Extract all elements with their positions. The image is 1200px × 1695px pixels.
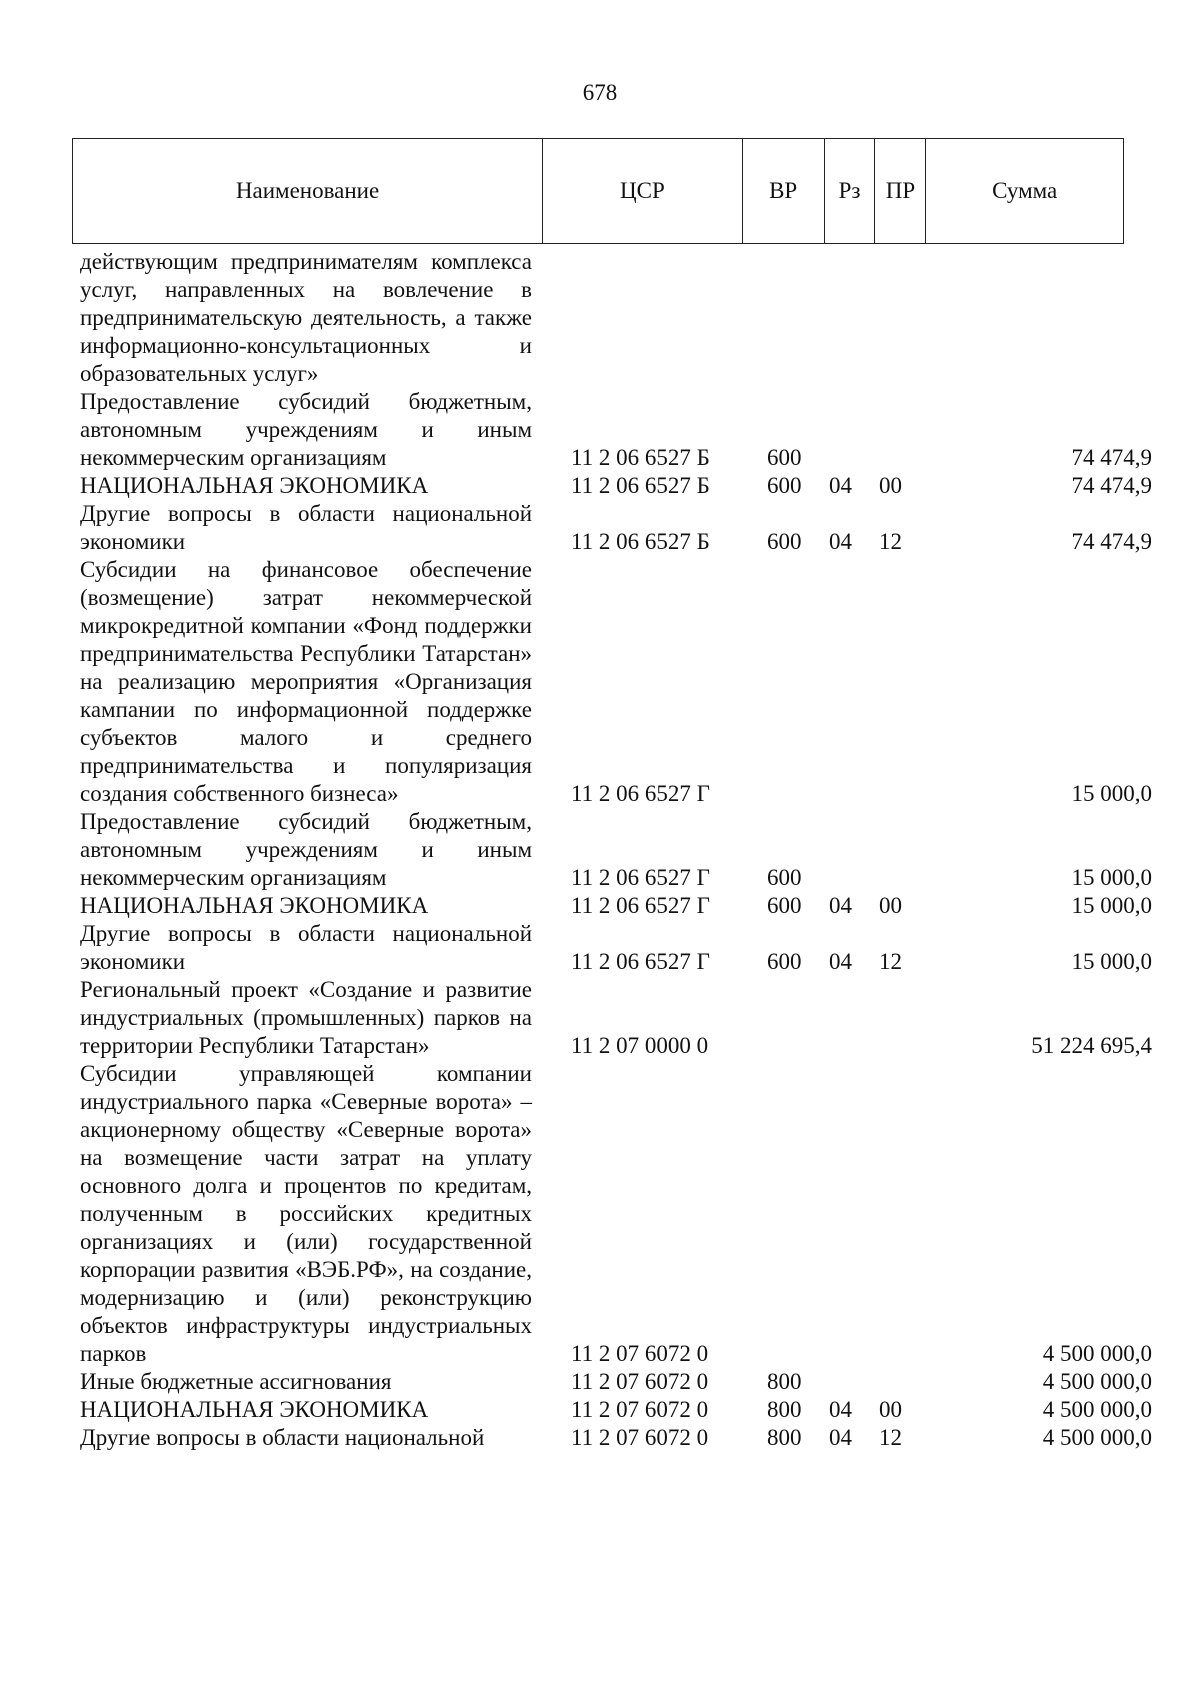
table-header [72,138,1124,244]
row-name: Субсидии на финансовое обеспечение (возмещение) затрат некоммерческой микрокредитной компании «Фонд поддержки предпринимательства Республики Татарстан» на реализацию мероприятия «Организация кампании по информационной поддержке субъектов малого и среднего предпринимательства и популяризация создания собственного бизнеса» [80,557,532,806]
row-rz: 04 [829,1397,852,1422]
table-row [0,388,1200,472]
table-row [0,248,1200,388]
table-row [0,1396,1200,1424]
row-name: НАЦИОНАЛЬНАЯ ЭКОНОМИКА [80,893,429,918]
row-pr: 12 [879,529,902,554]
row-rz: 04 [829,893,852,918]
row-csr: 11 2 07 6072 0 [571,1397,709,1422]
row-vr: 600 [767,445,802,470]
table-row [0,1060,1200,1368]
row-rz: 04 [829,1425,852,1450]
table-row [0,892,1200,920]
row-name: Предоставление субсидий бюджетным, автономным учреждениям и иным некоммерческим организациям [80,809,532,890]
table-body [0,248,1200,1452]
row-name: Региональный проект «Создание и развитие индустриальных (промышленных) парков на территории Республики Татарстан» [80,977,532,1058]
row-name: НАЦИОНАЛЬНАЯ ЭКОНОМИКА [80,1397,429,1422]
row-rz: 04 [829,473,852,498]
header-rz: Рз [825,139,876,243]
header-sum: Сумма [992,178,1058,203]
row-csr: 11 2 06 6527 Б [571,529,710,554]
row-pr: 00 [879,893,902,918]
table-row [0,472,1200,500]
row-sum: 74 474,9 [1071,529,1152,554]
row-csr: 11 2 07 6072 0 [571,1341,709,1366]
table-row [0,1368,1200,1396]
row-sum: 15 000,0 [1071,781,1152,806]
row-vr: 800 [767,1425,802,1450]
row-pr: 12 [879,1425,902,1450]
row-csr: 11 2 07 6072 0 [571,1425,709,1450]
header-name: Наименование [73,139,543,243]
row-pr: 12 [879,949,902,974]
row-sum: 4 500 000,0 [1042,1369,1152,1394]
page-number: 678 [582,80,618,105]
row-csr: 11 2 06 6527 Г [571,893,710,918]
row-rz: 04 [829,529,852,554]
row-vr: 600 [767,949,802,974]
header-vr: ВР [743,139,825,243]
row-vr: 800 [767,1369,802,1394]
header-csr: ЦСР [543,139,743,243]
row-pr: 00 [879,473,902,498]
row-name: НАЦИОНАЛЬНАЯ ЭКОНОМИКА [80,473,429,498]
row-pr: 00 [879,1397,902,1422]
row-csr: 11 2 07 0000 0 [571,1033,709,1058]
table-row [0,920,1200,976]
row-csr: 11 2 06 6527 Б [571,445,710,470]
row-name: Иные бюджетные ассигнования [80,1369,392,1394]
row-csr: 11 2 06 6527 Г [571,865,710,890]
row-sum: 4 500 000,0 [1042,1425,1152,1450]
row-sum: 74 474,9 [1071,445,1152,470]
row-vr: 800 [767,1397,802,1422]
row-rz: 04 [829,949,852,974]
row-name: Другие вопросы в области национальной экономики [80,501,532,554]
row-vr: 600 [767,473,802,498]
row-csr: 11 2 07 6072 0 [571,1369,709,1394]
table-row [0,976,1200,1060]
table-row [0,500,1200,556]
row-name: Предоставление субсидий бюджетным, автономным учреждениям и иным некоммерческим организациям [80,389,532,470]
row-name: Субсидии управляющей компании индустриального парка «Северные ворота» – акционерному обществу «Северные ворота» на возмещение части затрат на уплату основного долга и процентов по кредитам, полученным в российских кредитных организациях и (или) государственной корпорации развития «ВЭБ.РФ», на создание, модернизацию и (или) реконструкцию объектов инфраструктуры индустриальных парков [80,1061,532,1366]
row-sum: 74 474,9 [1071,473,1152,498]
row-vr: 600 [767,529,802,554]
row-name: действующим предпринимателям комплекса услуг, направленных на вовлечение в предпринимательскую деятельность, а также информационно-консультационных и образовательных услуг» [80,249,532,386]
row-csr: 11 2 06 6527 Б [571,473,710,498]
row-csr: 11 2 06 6527 Г [571,949,710,974]
table-row [0,556,1200,808]
table-row [0,808,1200,892]
row-vr: 600 [767,893,802,918]
row-sum: 15 000,0 [1071,949,1152,974]
row-sum: 15 000,0 [1071,893,1152,918]
row-name: Другие вопросы в области национальной [80,1425,485,1450]
row-vr: 600 [767,865,802,890]
row-sum: 4 500 000,0 [1042,1397,1152,1422]
row-sum: 15 000,0 [1071,865,1152,890]
table-row [0,1424,1200,1452]
row-name: Другие вопросы в области национальной экономики [80,921,532,974]
row-csr: 11 2 06 6527 Г [571,781,710,806]
header-pr: ПР [875,139,926,243]
row-sum: 4 500 000,0 [1042,1341,1152,1366]
row-sum: 51 224 695,4 [1031,1033,1152,1058]
